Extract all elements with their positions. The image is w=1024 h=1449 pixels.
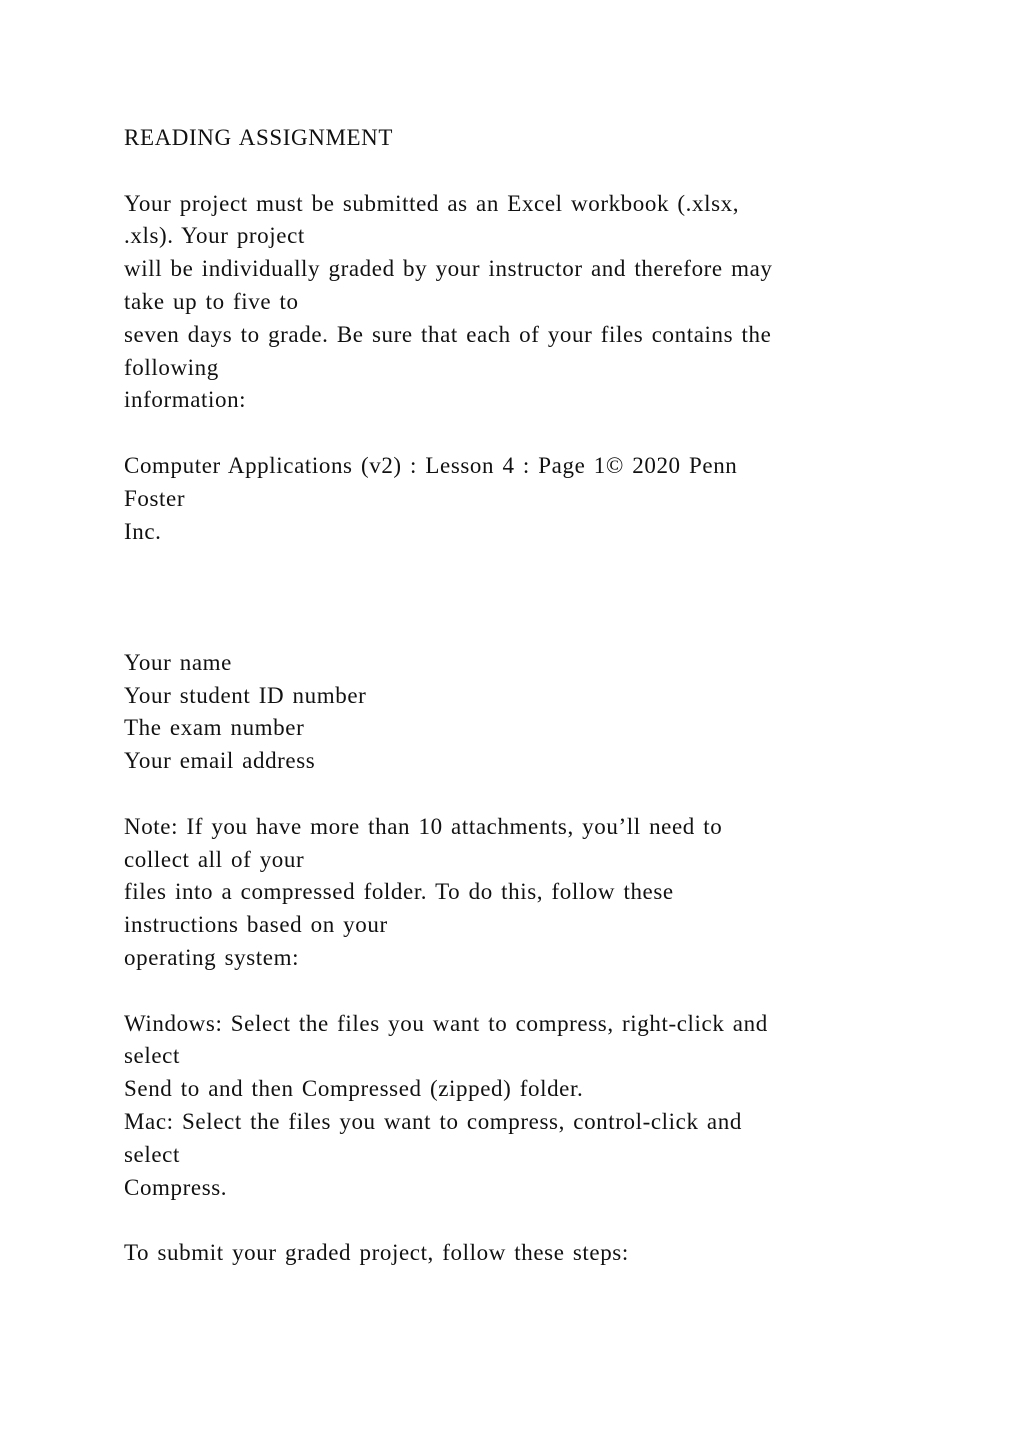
os-instructions [124, 1008, 924, 1205]
paragraph-line: Note: If you have more than 10 attachments, you’ll need to [124, 813, 723, 839]
paragraph-line: Send to and then Compressed (zipped) folder. [124, 1076, 584, 1102]
list-item: Your email address [124, 748, 316, 774]
spacer [124, 975, 924, 1008]
paragraph-line: select [124, 1141, 180, 1167]
paragraph-line: files into a compressed folder. To do this, follow these [124, 879, 674, 905]
spacer [124, 417, 924, 450]
paragraph-line: collect all of your [124, 846, 305, 872]
paragraph-line: take up to five to [124, 288, 299, 314]
paragraph-line: Your project must be submitted as an Excel workbook (.xlsx, [124, 190, 740, 216]
spacer [124, 778, 924, 811]
intro-paragraph [124, 188, 924, 418]
paragraph-line: select [124, 1043, 180, 1069]
section-heading: READING ASSIGNMENT [124, 125, 394, 150]
paragraph-line: Mac: Select the files you want to compress, control-click and [124, 1108, 742, 1134]
footer-line: Computer Applications (v2) : Lesson 4 : Page 1© 2020 Penn [124, 452, 738, 478]
submit-instructions-line: To submit your graded project, follow these steps: [124, 1240, 629, 1266]
spacer [124, 548, 924, 646]
paragraph-line: Windows: Select the files you want to compress, right-click and [124, 1010, 768, 1036]
list-item: Your name [124, 649, 232, 675]
note-paragraph [124, 811, 924, 975]
list-item: Your student ID number [124, 682, 367, 708]
list-item: The exam number [124, 715, 305, 741]
document-page [124, 122, 924, 1270]
page-footer-text [124, 450, 924, 548]
paragraph-line: information: [124, 387, 247, 413]
spacer [124, 1204, 924, 1237]
footer-line: Foster [124, 485, 186, 511]
paragraph-line: will be individually graded by your instructor and therefore may [124, 256, 773, 282]
spacer [124, 155, 924, 188]
required-info-list [124, 647, 924, 778]
paragraph-line: Compress. [124, 1174, 228, 1200]
footer-line: Inc. [124, 518, 162, 544]
paragraph-line: instructions based on your [124, 912, 388, 938]
paragraph-line: operating system: [124, 944, 300, 970]
paragraph-line: following [124, 354, 219, 380]
paragraph-line: seven days to grade. Be sure that each of your files contains the [124, 321, 772, 347]
paragraph-line: .xls). Your project [124, 223, 305, 249]
